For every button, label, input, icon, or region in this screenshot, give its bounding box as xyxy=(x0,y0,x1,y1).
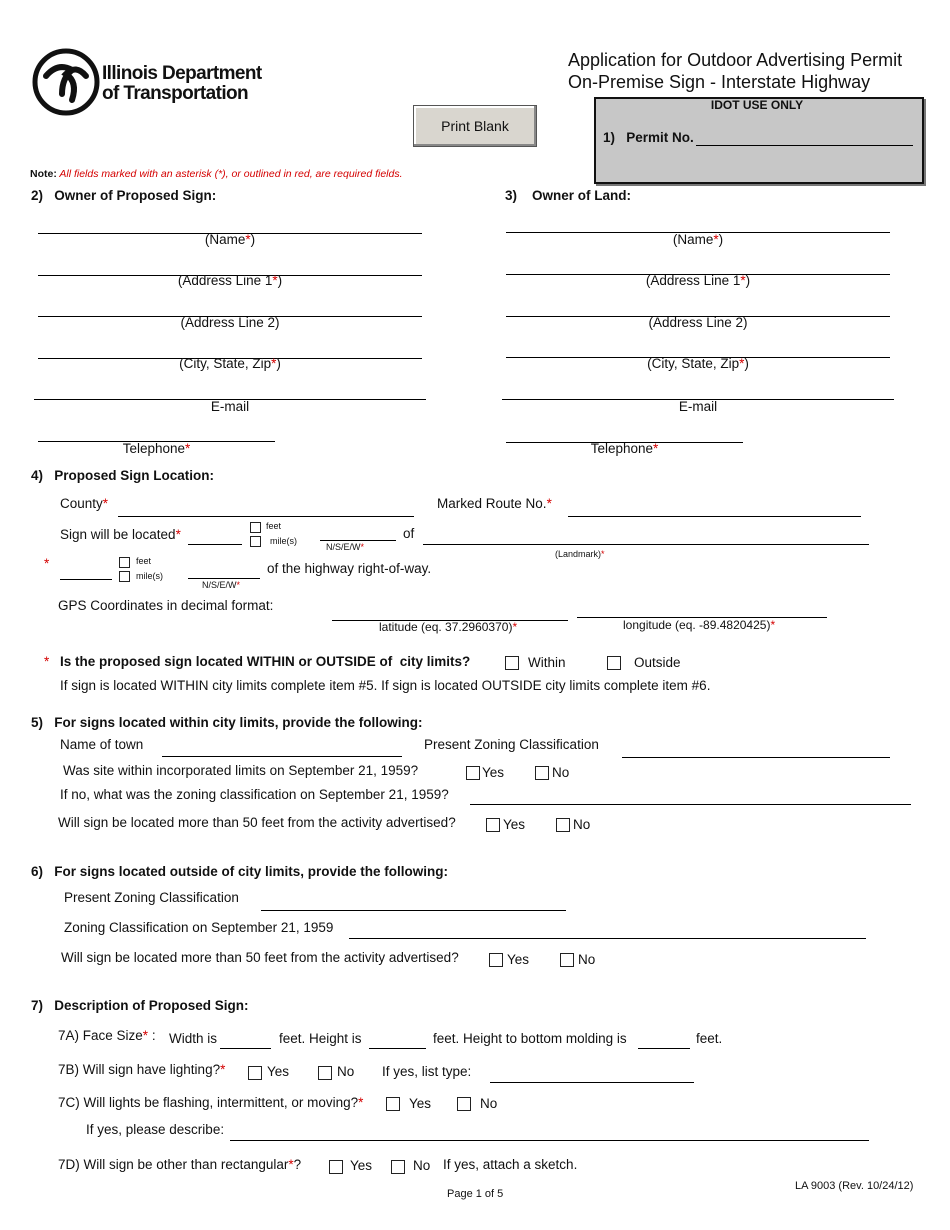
description-heading: 7) Description of Proposed Sign: xyxy=(31,998,249,1013)
within-distance-no-checkbox[interactable] xyxy=(556,818,570,832)
bottom-molding-field[interactable] xyxy=(638,1048,690,1049)
marked-route-label: Marked Route No.* xyxy=(437,496,552,511)
outside-city-heading: 6) For signs located outside of city limits, provide the following: xyxy=(31,864,449,879)
flashing-yes-label: Yes xyxy=(409,1096,432,1111)
row-feet-label: feet xyxy=(136,556,152,566)
row-direction-label: N/S/E/W* xyxy=(202,580,241,590)
longitude-label: longitude (eq. -89.4820425)* xyxy=(623,618,776,632)
located-direction-label: N/S/E/W* xyxy=(326,542,365,552)
outside-zoning-label: Present Zoning Classification xyxy=(64,890,239,905)
note-prefix: Note: xyxy=(30,168,57,180)
list-type-label: If yes, list type: xyxy=(382,1064,472,1079)
width-field[interactable] xyxy=(220,1048,271,1049)
rectangular-yes-label: Yes xyxy=(350,1158,373,1173)
owner-land-heading: 3) Owner of Land: xyxy=(505,188,632,203)
rectangular-no-label: No xyxy=(413,1158,431,1173)
within-distance-yes-checkbox[interactable] xyxy=(486,818,500,832)
form-id: LA 9003 (Rev. 10/24/12) xyxy=(795,1180,914,1192)
list-type-field[interactable] xyxy=(490,1082,694,1083)
outside-distance-yes-label: Yes xyxy=(507,952,530,967)
outside-distance-yes-checkbox[interactable] xyxy=(489,953,503,967)
landmark-label: (Landmark)* xyxy=(555,549,605,559)
city-limits-question: Is the proposed sign located WITHIN or OUTSIDE of city limits? xyxy=(60,654,471,669)
within-distance-yes-label: Yes xyxy=(503,817,526,832)
owner-sign-name-label: (Name*) xyxy=(204,232,256,247)
city-limits-required-marker: * xyxy=(44,654,50,669)
outside-checkbox[interactable] xyxy=(607,656,621,670)
owner-land-email-label: E-mail xyxy=(678,399,718,414)
width-label: Width is xyxy=(169,1031,218,1046)
logo-line2: of Transportation xyxy=(102,83,249,104)
owner-sign-email-label: E-mail xyxy=(210,399,250,414)
feet-end-label: feet. xyxy=(696,1031,723,1046)
row-feet-checkbox[interactable] xyxy=(119,557,130,568)
row-miles-label: mile(s) xyxy=(136,571,163,581)
owner-sign-telephone-label: Telephone* xyxy=(122,441,191,456)
within-distance-question: Will sign be located more than 50 feet from the activity advertised? xyxy=(58,815,456,830)
permit-no-label: 1) Permit No. xyxy=(603,130,694,145)
owner-land-city-label: (City, State, Zip*) xyxy=(647,356,749,371)
page-number: Page 1 of 5 xyxy=(447,1188,504,1200)
owner-sign-address1-label: (Address Line 1*) xyxy=(177,273,283,288)
bottom-molding-label: feet. Height to bottom molding is xyxy=(433,1031,627,1046)
row-text: of the highway right-of-way. xyxy=(267,561,432,576)
height-label: feet. Height is xyxy=(279,1031,362,1046)
city-limits-note: If sign is located WITHIN city limits complete item #5. If sign is located OUTSIDE city limits complete item #6. xyxy=(60,678,711,693)
incorporated-yes-label: Yes xyxy=(482,765,505,780)
rectangular-no-checkbox[interactable] xyxy=(391,1160,405,1174)
incorporated-question: Was site within incorporated limits on September 21, 1959? xyxy=(63,763,419,778)
zoning-1959-field[interactable] xyxy=(470,804,911,805)
incorporated-no-checkbox[interactable] xyxy=(535,766,549,780)
row-required-marker: * xyxy=(44,556,50,571)
county-label: County* xyxy=(60,496,109,511)
of-label: of xyxy=(403,526,415,541)
county-field[interactable] xyxy=(118,516,414,517)
outside-zoning-1959-field[interactable] xyxy=(349,938,866,939)
owner-sign-heading: 2) Owner of Proposed Sign: xyxy=(31,188,217,203)
lighting-yes-label: Yes xyxy=(267,1064,290,1079)
within-city-heading: 5) For signs located within city limits, provide the following: xyxy=(31,715,423,730)
outside-zoning-field[interactable] xyxy=(261,910,566,911)
located-distance-field[interactable] xyxy=(188,544,242,545)
town-field[interactable] xyxy=(162,756,402,757)
print-blank-button[interactable]: Print Blank xyxy=(413,105,537,147)
idot-logo-icon xyxy=(32,48,100,116)
row-miles-checkbox[interactable] xyxy=(119,571,130,582)
marked-route-field[interactable] xyxy=(568,516,861,517)
located-feet-label: feet xyxy=(266,521,282,531)
form-title-line2: On-Premise Sign - Interstate Highway xyxy=(568,72,871,92)
form-title-line1: Application for Outdoor Advertising Permit xyxy=(568,50,903,70)
owner-sign-address2-label: (Address Line 2) xyxy=(180,315,280,330)
owner-land-name-label: (Name*) xyxy=(672,232,724,247)
logo-line1: Illinois Department xyxy=(102,63,262,84)
owner-land-address1-label: (Address Line 1*) xyxy=(645,273,751,288)
flashing-no-label: No xyxy=(480,1096,498,1111)
required-note xyxy=(30,168,403,180)
outside-distance-question: Will sign be located more than 50 feet from the activity advertised? xyxy=(61,950,459,965)
describe-label: If yes, please describe: xyxy=(86,1122,225,1137)
note-text: All fields marked with an asterisk (*), or outlined in red, are required fields. xyxy=(56,168,403,180)
within-checkbox[interactable] xyxy=(505,656,519,670)
outside-distance-no-checkbox[interactable] xyxy=(560,953,574,967)
row-direction-field[interactable] xyxy=(188,578,260,579)
owner-land-telephone-label: Telephone* xyxy=(590,441,659,456)
lighting-no-label: No xyxy=(337,1064,355,1079)
lighting-yes-checkbox[interactable] xyxy=(248,1066,262,1080)
sketch-note: If yes, attach a sketch. xyxy=(443,1157,578,1172)
lighting-no-checkbox[interactable] xyxy=(318,1066,332,1080)
incorporated-no-label: No xyxy=(552,765,570,780)
located-feet-checkbox[interactable] xyxy=(250,522,261,533)
gps-label: GPS Coordinates in decimal format: xyxy=(58,598,274,613)
landmark-field[interactable] xyxy=(423,544,869,545)
located-label: Sign will be located* xyxy=(60,527,181,542)
latitude-label: latitude (eq. 37.2960370)* xyxy=(379,620,518,634)
height-field[interactable] xyxy=(369,1048,426,1049)
located-miles-checkbox[interactable] xyxy=(250,536,261,547)
rectangular-question: 7D) Will sign be other than rectangular*? xyxy=(58,1157,302,1172)
within-distance-no-label: No xyxy=(573,817,591,832)
flashing-no-checkbox[interactable] xyxy=(457,1097,471,1111)
located-miles-label: mile(s) xyxy=(270,536,297,546)
describe-field[interactable] xyxy=(230,1140,869,1141)
rectangular-yes-checkbox[interactable] xyxy=(329,1160,343,1174)
flashing-question: 7C) Will lights be flashing, intermittent, or moving?* xyxy=(58,1095,364,1110)
within-zoning-field[interactable] xyxy=(622,757,890,758)
idot-logo xyxy=(32,48,282,118)
owner-land-address2-label: (Address Line 2) xyxy=(648,315,748,330)
outside-distance-no-label: No xyxy=(578,952,596,967)
permit-no-field[interactable] xyxy=(696,145,913,146)
incorporated-yes-checkbox[interactable] xyxy=(466,766,480,780)
zoning-1959-question: If no, what was the zoning classification on September 21, 1959? xyxy=(60,787,449,802)
town-label: Name of town xyxy=(60,737,144,752)
flashing-yes-checkbox[interactable] xyxy=(386,1097,400,1111)
outside-label: Outside xyxy=(634,655,681,670)
lighting-question: 7B) Will sign have lighting?* xyxy=(58,1062,226,1077)
located-direction-field[interactable] xyxy=(320,540,396,541)
row-distance-field[interactable] xyxy=(60,579,112,580)
idot-use-only-label: IDOT USE ONLY xyxy=(710,98,804,112)
owner-sign-city-label: (City, State, Zip*) xyxy=(179,356,281,371)
location-heading: 4) Proposed Sign Location: xyxy=(31,468,215,483)
within-zoning-label: Present Zoning Classification xyxy=(424,737,599,752)
within-label: Within xyxy=(528,655,566,670)
face-size-label: 7A) Face Size* : xyxy=(58,1028,156,1043)
outside-zoning-1959-label: Zoning Classification on September 21, 1959 xyxy=(64,920,334,935)
